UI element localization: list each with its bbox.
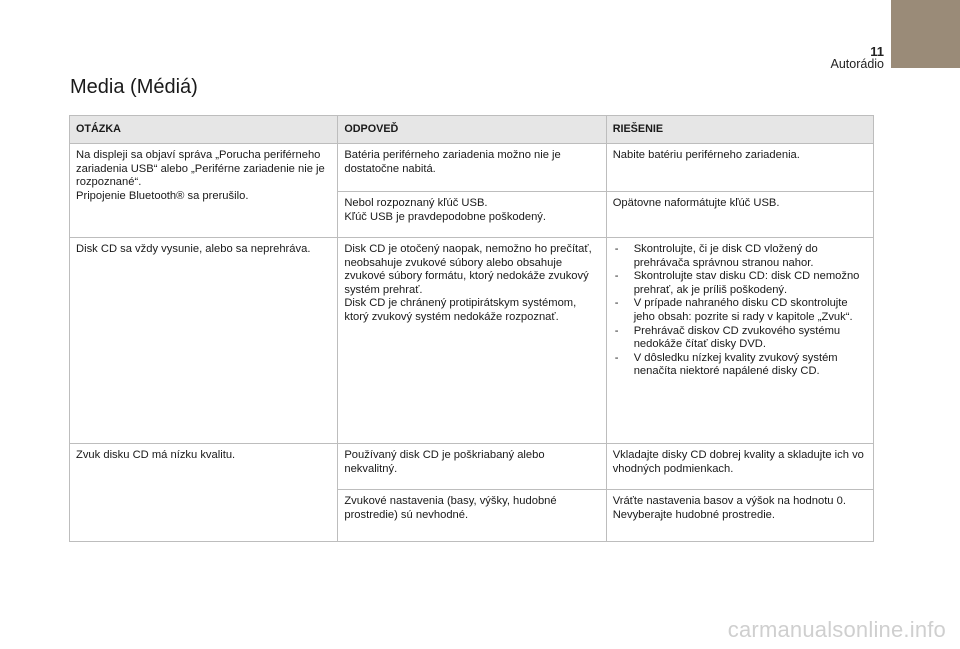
answer-cell [338,490,606,542]
cell-text: Zvuk disku CD má nízku kvalitu. [76,449,236,461]
solution-cell [606,192,873,238]
answer-cell [338,238,606,444]
cell-text: Kľúč USB je pravdepodobne poškodený. [344,210,547,223]
chapter-tab [891,0,960,68]
cell-text: Na displeji sa objaví správa „Porucha periférneho zariadenia USB“ alebo „Periférne zariadenie nie je rozpoznané“. [76,149,325,189]
watermark: carmanualsonline.info [727,617,946,642]
cell-text: Batéria periférneho zariadenia možno nie je dostatočne nabitá. [344,149,561,175]
cell-text: Používaný disk CD je poškriabaný alebo nekvalitný. [344,449,545,475]
cell-text: Vráťte nastavenia basov a výšok na hodnotu 0. [612,495,846,507]
question-cell [70,444,338,542]
solution-cell [606,238,873,444]
answer-cell [338,444,606,490]
cell-text: Disk CD je otočený naopak, nemožno ho prečítať, neobsahuje zvukové súbory alebo obsahuje zvukové súbory formátu, ktorý nedokáže zvukový systém prehrať. [344,243,592,296]
bluetooth-text: Pripojenie Bluetooth® sa prerušilo. [76,189,249,202]
answer-cell [338,144,606,192]
solution-list [613,243,866,379]
list-item-text: Skontrolujte stav disku CD: disk CD nemožno prehrať, ak je príliš poškodený. [633,270,860,296]
list-item-text: V prípade nahraného disku CD skontrolujte jeho obsah: pozrite si rady v kapitole „Zvuk“. [633,297,853,323]
list-item-text: V dôsledku nízkej kvality zvukový systém nenačíta niektoré napálené disky CD. [633,351,838,378]
cell-text: Zvukové nastavenia (basy, výšky, hudobné prostredie) sú nevhodné. [344,495,557,521]
list-item: - V prípade nahraného disku CD skontrolujte jeho obsah: pozrite si rady v kapitole „Zvuk“. [614,297,853,323]
cell-text: Opätovne naformátujte kľúč USB. [612,197,780,209]
solution-cell [606,144,873,192]
cell-text [76,190,330,204]
cell-text: Nabite batériu periférneho zariadenia. [612,149,800,161]
cell-text: Nevyberajte hudobné prostredie. [612,508,776,521]
table-row [70,238,874,444]
section-label: Autorádio [830,57,884,71]
list-item: - Prehrávač diskov CD zvukového systému nedokáže čítať disky DVD. [614,324,841,351]
cell-text: Disk CD sa vždy vysunie, alebo sa neprehráva. [76,243,311,255]
faq-table [69,115,874,542]
cell-text: Nebol rozpoznaný kľúč USB. [344,197,488,209]
solution-cell [606,490,873,542]
list-item: - V dôsledku nízkej kvality zvukový systém nenačíta niektoré napálené disky CD. [614,351,838,378]
table-row [70,444,874,490]
page-number: 11 [870,44,884,59]
table-row [70,144,874,192]
page-title: Media (Médiá) [70,76,198,98]
cell-text: Disk CD je chránený protipirátskym systémom, ktorý zvukový systém nedokáže rozpoznať. [344,297,577,323]
list-item-text: Skontrolujte, či je disk CD vložený do prehrávača správnou stranou nahor. [633,243,818,269]
question-cell [70,238,338,444]
cell-text: Vkladajte disky CD dobrej kvality a skladujte ich vo vhodných podmienkach. [612,449,864,475]
header-answer: ODPOVEĎ [338,116,606,144]
answer-cell [338,192,606,238]
header-solution: RIEŠENIE [606,116,873,144]
header-question: OTÁZKA [70,116,338,144]
list-item: - Skontrolujte, či je disk CD vložený do prehrávača správnou stranou nahor. [614,243,818,269]
list-item-text: Prehrávač diskov CD zvukového systému nedokáže čítať disky DVD. [633,324,841,351]
solution-cell [606,444,873,490]
question-cell [70,144,338,238]
list-item: - Skontrolujte stav disku CD: disk CD nemožno prehrať, ak je príliš poškodený. [614,270,860,296]
table-header-row [70,116,874,144]
